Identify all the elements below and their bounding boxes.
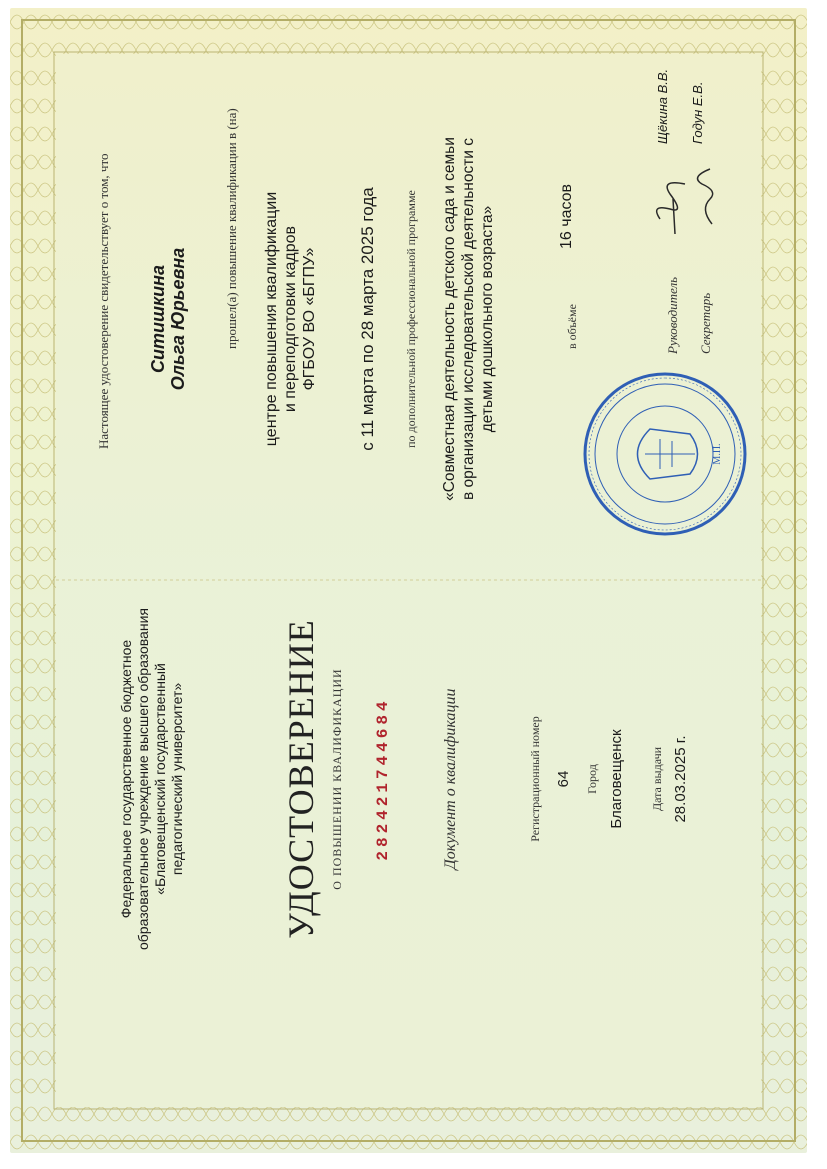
date-label: Дата выдачи bbox=[650, 746, 664, 812]
serial-number: 282421744684 bbox=[374, 697, 392, 861]
program-line-1: «Совместная деятельность детского сада и семьи bbox=[441, 137, 458, 501]
org-line-1: Федеральное государственное бюджетное bbox=[118, 639, 134, 919]
doc-subtitle: О ПОВЫШЕНИИ КВАЛИФИКАЦИИ bbox=[330, 668, 344, 890]
program-line-3: детьми дошкольного возраста» bbox=[479, 205, 496, 433]
head-label: Руководитель bbox=[665, 276, 680, 354]
intro-text: Настоящее удостоверение свидетельствует о том, что bbox=[96, 153, 111, 449]
head-name: Щёкина В.В. bbox=[655, 68, 670, 144]
signature-head bbox=[640, 149, 730, 239]
stamp-mp-text: М.П. bbox=[712, 443, 723, 465]
city-value: Благовещенск bbox=[608, 729, 625, 829]
date-value: 28.03.2025 г. bbox=[672, 735, 689, 823]
recipient-given-names: Ольга Юрьевна bbox=[168, 247, 188, 391]
secretary-label: Секретарь bbox=[698, 292, 713, 354]
reg-value: 64 bbox=[555, 770, 572, 788]
reg-label: Регистрационный номер bbox=[528, 716, 542, 842]
program-title bbox=[440, 89, 497, 549]
org-line-4: педагогический университет» bbox=[169, 682, 185, 876]
city-label: Город bbox=[585, 764, 599, 794]
org-line-2: образовательное учреждение высшего образования bbox=[135, 608, 151, 950]
passed-label: прошел(а) повышение квалификации в (на) bbox=[224, 108, 239, 349]
org-line-3: «Благовещенский государственный bbox=[152, 663, 168, 895]
volume-value: 16 часов bbox=[558, 183, 575, 249]
doc-kind: Документ о квалификации bbox=[442, 688, 459, 870]
center-line-3: ФГБОУ ВО «БГПУ» bbox=[301, 247, 318, 391]
recipient-surname: Ситишкина bbox=[148, 265, 168, 373]
program-line-2: в организации исследовательской деятельности с bbox=[460, 137, 477, 501]
program-label: по дополнительной профессиональной программе bbox=[404, 190, 418, 448]
recipient-name bbox=[148, 109, 188, 529]
center-line-1: центре повышения квалификации bbox=[263, 191, 280, 447]
training-period: с 11 марта по 28 марта 2025 года bbox=[358, 187, 377, 451]
center-line-2: и переподготовки кадров bbox=[282, 225, 299, 413]
issuer-org bbox=[118, 579, 186, 979]
secretary-name: Годун Е.В. bbox=[690, 81, 705, 144]
doc-title: УДОСТОВЕРЕНИЕ bbox=[281, 619, 321, 939]
volume-label: в объёме bbox=[565, 304, 579, 349]
official-seal bbox=[580, 369, 750, 539]
training-center bbox=[262, 109, 319, 529]
